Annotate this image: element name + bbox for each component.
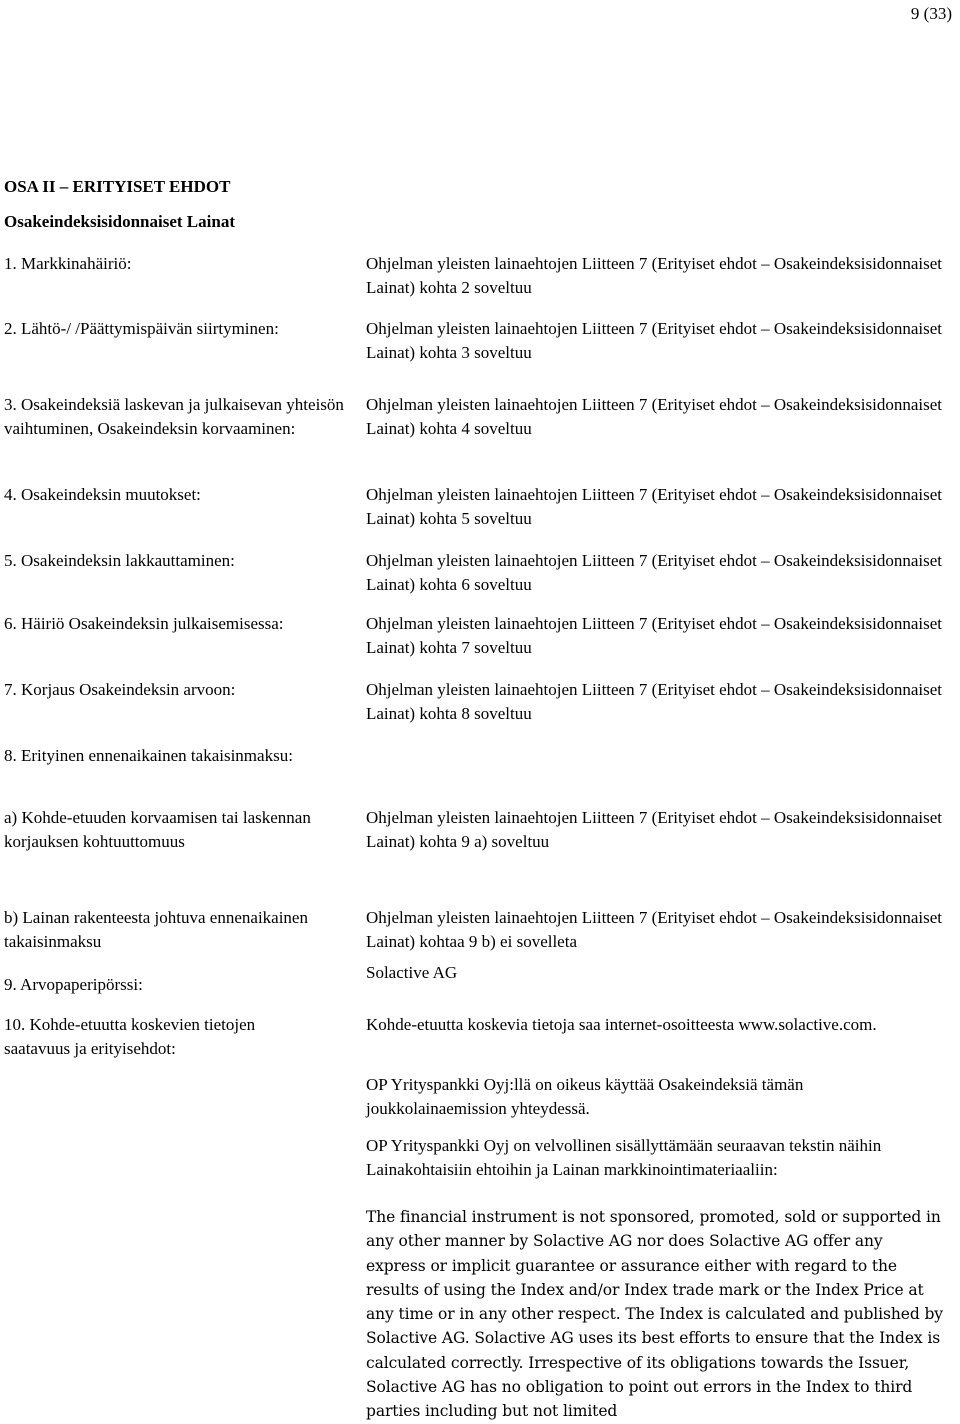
- term-label: 2. Lähtö-/ /Päättymispäivän siirtyminen:: [4, 319, 279, 338]
- term-label: a) Kohde-etuuden korvaamisen tai laskennan korjauksen kohtuuttomuus: [4, 808, 311, 851]
- term-value: Ohjelman yleisten lainaehtojen Liitteen 7 (Erityiset ehdot – Osakeindeksisidonnaiset Lainat) kohta 2 soveltuu: [366, 254, 942, 297]
- term-value: Ohjelman yleisten lainaehtojen Liitteen 7 (Erityiset ehdot – Osakeindeksisidonnaiset Lainat) kohtaa 9 b) ei sovelleta: [366, 908, 942, 951]
- term-value: Ohjelman yleisten lainaehtojen Liitteen 7 (Erityiset ehdot – Osakeindeksisidonnaiset Lainat) kohta 6 soveltuu: [366, 551, 942, 594]
- solactive-disclaimer: The financial instrument is not sponsored, promoted, sold or supported in any other manner by Solactive AG nor does Solactive AG offer any express or implicit guarantee or assurance either with regard to the results of using the Index and/or Index trade mark or the Index Price at any time or in any other respect. The Index is calculated and published by Solactive AG. Solactive AG uses its best efforts to ensure that the Index is calculated correctly. Irrespective of its obligations towards the Issuer, Solactive AG has no obligation to point out errors in the Index to third parties including but not limited: [366, 1208, 943, 1421]
- term-value: Ohjelman yleisten lainaehtojen Liitteen 7 (Erityiset ehdot – Osakeindeksisidonnaiset Lainat) kohta 8 soveltuu: [366, 680, 942, 723]
- term-value: Ohjelman yleisten lainaehtojen Liitteen 7 (Erityiset ehdot – Osakeindeksisidonnaiset Lainat) kohta 9 a) soveltuu: [366, 808, 942, 851]
- term-label: 6. Häiriö Osakeindeksin julkaisemisessa:: [4, 614, 284, 633]
- term-label: 7. Korjaus Osakeindeksin arvoon:: [4, 680, 236, 699]
- term-label: 5. Osakeindeksin lakkauttaminen:: [4, 551, 235, 570]
- section-subtitle: Osakeindeksisidonnaiset Lainat: [4, 212, 235, 231]
- term-label: b) Lainan rakenteesta johtuva ennenaikainen takaisinmaksu: [4, 908, 308, 951]
- data-availability-paragraph: Kohde-etuutta koskevia tietoja saa internet-osoitteesta www.solactive.com.: [366, 1015, 877, 1034]
- license-paragraph: OP Yrityspankki Oyj:llä on oikeus käyttää Osakeindeksiä tämän joukkolainaemission yhteydessä.: [366, 1075, 804, 1118]
- term-label: 8. Erityinen ennenaikainen takaisinmaksu:: [4, 746, 293, 765]
- term-label: 4. Osakeindeksin muutokset:: [4, 485, 201, 504]
- term-value: Ohjelman yleisten lainaehtojen Liitteen 7 (Erityiset ehdot – Osakeindeksisidonnaiset Lainat) kohta 3 soveltuu: [366, 319, 942, 362]
- part-title: OSA II – ERITYISET EHDOT: [4, 177, 231, 196]
- obligation-paragraph: OP Yrityspankki Oyj on velvollinen sisällyttämään seuraavan tekstin näihin Lainakohtaisiin ehtoihin ja Lainan markkinointimateriaaliin:: [366, 1136, 882, 1179]
- page-number: 9 (33): [910, 4, 952, 23]
- term-value: Solactive AG: [366, 963, 458, 982]
- term-label: 3. Osakeindeksiä laskevan ja julkaisevan yhteisön vaihtuminen, Osakeindeksin korvaaminen:: [4, 395, 344, 438]
- term-value: Ohjelman yleisten lainaehtojen Liitteen 7 (Erityiset ehdot – Osakeindeksisidonnaiset Lainat) kohta 5 soveltuu: [366, 485, 942, 528]
- term-value: Ohjelman yleisten lainaehtojen Liitteen 7 (Erityiset ehdot – Osakeindeksisidonnaiset Lainat) kohta 7 soveltuu: [366, 614, 942, 657]
- term-label: 9. Arvopaperipörssi:: [4, 975, 143, 994]
- term-value: Ohjelman yleisten lainaehtojen Liitteen 7 (Erityiset ehdot – Osakeindeksisidonnaiset Lainat) kohta 4 soveltuu: [366, 395, 942, 438]
- term-label: 10. Kohde-etuutta koskevien tietojen saatavuus ja erityisehdot:: [4, 1015, 256, 1058]
- term-label: 1. Markkinahäiriö:: [4, 254, 132, 273]
